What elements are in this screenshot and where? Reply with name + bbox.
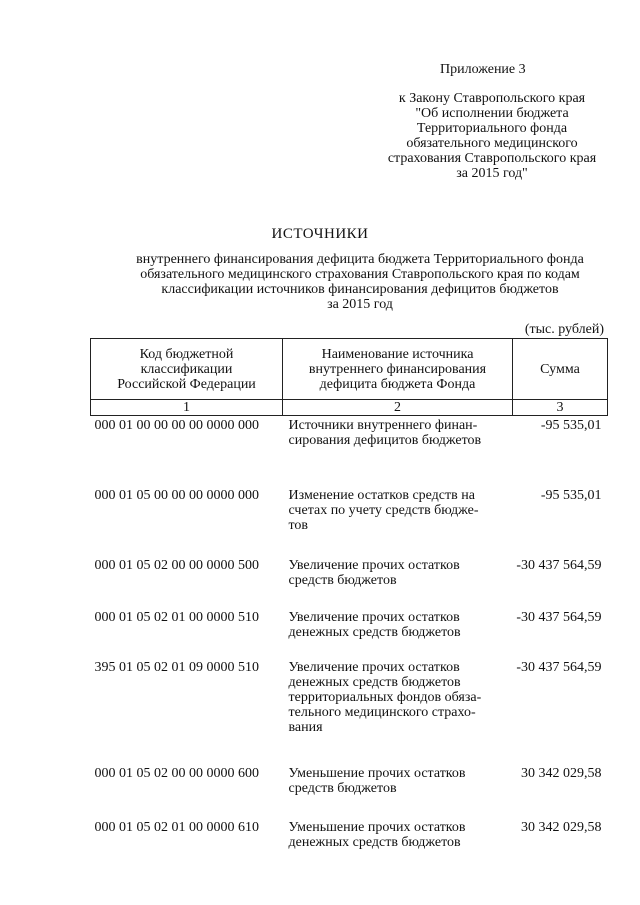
row-code: 000 01 05 02 00 00 0000 600 <box>94 765 259 781</box>
name-line: вания <box>288 719 323 735</box>
column-header-sum <box>513 339 608 400</box>
units-label: (тыс. рублей) <box>524 322 604 337</box>
table-row <box>91 610 608 660</box>
law-line: страхования Ставропольского края <box>387 151 597 166</box>
law-line: к Закону Ставропольского края <box>398 91 586 106</box>
name-line: денежных средств бюджетов <box>288 674 461 690</box>
law-line: за 2015 год" <box>456 166 528 181</box>
row-amount: -30 437 564,59 <box>516 609 602 625</box>
row-name <box>283 488 513 558</box>
name-line: средств бюджетов <box>288 780 397 796</box>
table-row <box>91 766 608 820</box>
column-number: 3 <box>513 400 608 416</box>
name-line: Увеличение прочих остатков <box>288 659 460 675</box>
column-number: 2 <box>283 400 513 416</box>
table-row <box>91 820 608 860</box>
row-name <box>283 610 513 660</box>
header-line: Наименование источника <box>321 346 474 362</box>
header-line: Российской Федерации <box>117 376 256 392</box>
name-line: счетах по учету средств бюдже- <box>288 502 479 518</box>
column-number: 1 <box>91 400 283 416</box>
row-name <box>283 416 513 488</box>
row-code: 000 01 05 02 01 00 0000 510 <box>94 609 259 625</box>
name-line: Уменьшение прочих остатков <box>288 819 466 835</box>
name-line: Уменьшение прочих остатков <box>288 765 466 781</box>
name-line: Увеличение прочих остатков <box>288 609 460 625</box>
header-line: классификации <box>140 361 233 377</box>
column-header-code <box>91 339 283 400</box>
header-line: внутреннего финансирования <box>308 361 487 377</box>
table-row <box>91 416 608 488</box>
row-amount: 30 342 029,58 <box>521 819 602 835</box>
row-code: 000 01 05 02 01 00 0000 610 <box>94 819 259 835</box>
subtitle-line: классификации источников финансирования дефицитов бюджетов <box>161 282 559 297</box>
appendix-title: Приложение 3 <box>440 62 526 77</box>
name-line: территориальных фондов обяза- <box>288 689 482 705</box>
header-line: Сумма <box>540 361 580 377</box>
name-line: тельного медицинского страхо- <box>288 704 476 720</box>
name-line: денежных средств бюджетов <box>288 624 461 640</box>
law-line: "Об исполнении бюджета <box>415 106 569 121</box>
row-amount: -30 437 564,59 <box>516 557 602 573</box>
row-name <box>283 820 513 860</box>
row-amount: -95 535,01 <box>540 487 602 503</box>
column-header-name <box>283 339 513 400</box>
row-amount: -95 535,01 <box>540 418 602 433</box>
row-code: 000 01 00 00 00 00 0000 000 <box>94 418 259 433</box>
name-line: сирования дефицитов бюджетов <box>288 433 482 448</box>
table-row <box>91 558 608 610</box>
subtitle-line: обязательного медицинского страхования Ставропольского края по кодам <box>140 267 580 282</box>
document-subtitle <box>90 252 630 312</box>
law-reference <box>362 91 622 181</box>
row-name <box>283 558 513 610</box>
row-amount: 30 342 029,58 <box>521 765 602 781</box>
name-line: средств бюджетов <box>288 572 397 588</box>
name-line: Источники внутреннего финан- <box>288 418 478 433</box>
row-name <box>283 766 513 820</box>
row-code: 000 01 05 02 00 00 0000 500 <box>94 557 259 573</box>
subtitle-line: за 2015 год <box>327 297 393 312</box>
law-line: обязательного медицинского <box>406 136 578 151</box>
name-line: Увеличение прочих остатков <box>288 557 460 573</box>
row-code: 395 01 05 02 01 09 0000 510 <box>94 659 259 675</box>
row-code: 000 01 05 00 00 00 0000 000 <box>94 487 259 503</box>
sources-table <box>90 338 608 860</box>
table-row <box>91 488 608 558</box>
subtitle-line: внутреннего финансирования дефицита бюджета Территориального фонда <box>136 252 584 267</box>
document-title: ИСТОЧНИКИ <box>271 226 369 242</box>
row-amount: -30 437 564,59 <box>516 659 602 675</box>
name-line: денежных средств бюджетов <box>288 834 461 850</box>
row-name <box>283 660 513 766</box>
header-line: дефицита бюджета Фонда <box>319 376 476 392</box>
table-row <box>91 660 608 766</box>
header-line: Код бюджетной <box>139 346 234 362</box>
name-line: тов <box>288 517 309 533</box>
law-line: Территориального фонда <box>416 121 568 136</box>
name-line: Изменение остатков средств на <box>288 487 475 503</box>
